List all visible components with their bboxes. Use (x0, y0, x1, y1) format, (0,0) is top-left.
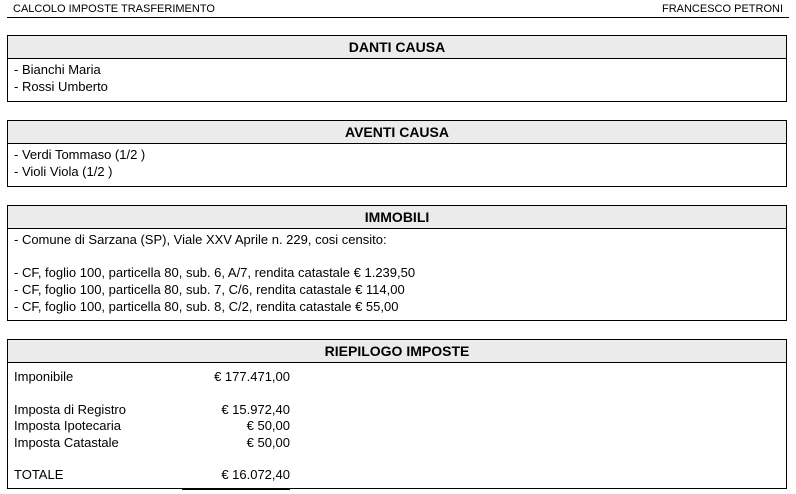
riepilogo-heading: RIEPILOGO IMPOSTE (8, 340, 786, 363)
aventi-causa-section (7, 120, 787, 187)
riepilogo-imposte-section (7, 339, 787, 489)
imponibile-value: € 177.471,00 (214, 369, 290, 384)
imposta-registro-value: € 15.972,40 (221, 401, 290, 417)
document-title: CALCOLO IMPOSTE TRASFERIMENTO (13, 3, 215, 15)
imponibile-label: Imponibile (14, 369, 74, 384)
author-name: FRANCESCO PETRONI (661, 3, 783, 15)
immobili-item: - CF, foglio 100, particella 80, sub. 8, C/2, rendita catastale € 55,00 (14, 299, 399, 314)
aventi-causa-heading: AVENTI CAUSA (8, 121, 786, 144)
danti-causa-section (7, 35, 787, 102)
totale-value: € 16.072,40 (221, 467, 290, 482)
totale-row (14, 467, 780, 484)
imposta-ipotecaria-label: Imposta Ipotecaria (14, 418, 121, 433)
page-header (0, 0, 796, 18)
imposta-ipotecaria-value: € 50,00 (246, 418, 290, 433)
danti-causa-heading: DANTI CAUSA (8, 36, 786, 59)
immobili-section (7, 205, 787, 321)
imposta-ipotecaria-row (14, 418, 780, 435)
imposta-catastale-label: Imposta Catastale (14, 434, 119, 450)
header-divider (7, 17, 789, 18)
imposta-registro-row (14, 402, 780, 419)
immobili-item: - CF, foglio 100, particella 80, sub. 6, A/7, rendita catastale € 1.239,50 (14, 265, 416, 280)
totale-label: TOTALE (14, 467, 64, 482)
imposta-catastale-row (14, 435, 780, 452)
imponibile-row (14, 369, 780, 386)
total-divider (182, 489, 290, 490)
imposta-catastale-value: € 50,00 (246, 434, 290, 450)
danti-causa-item: - Bianchi Maria (14, 62, 101, 77)
immobili-intro: - Comune di Sarzana (SP), Viale XXV Aprile n. 229, cosi censito: (14, 232, 387, 247)
aventi-causa-item: - Violi Viola (1/2 ) (14, 164, 113, 179)
immobili-item: - CF, foglio 100, particella 80, sub. 7, C/6, rendita catastale € 114,00 (14, 282, 405, 297)
immobili-heading: IMMOBILI (8, 206, 786, 229)
danti-causa-item: - Rossi Umberto (14, 79, 108, 94)
imposta-registro-label: Imposta di Registro (14, 401, 126, 417)
aventi-causa-item: - Verdi Tommaso (1/2 ) (14, 147, 146, 162)
